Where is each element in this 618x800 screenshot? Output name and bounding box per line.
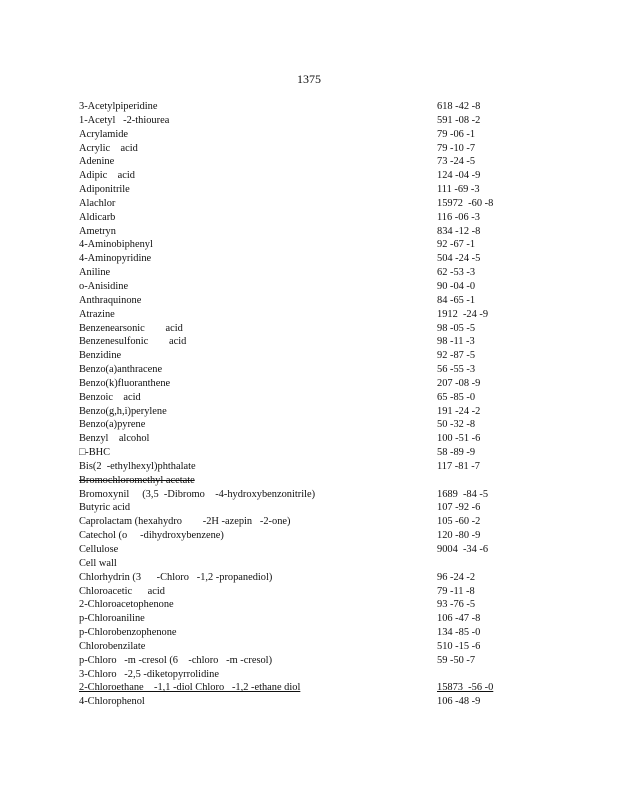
list-item <box>79 322 499 336</box>
cas-number: 618 -42 -8 <box>437 101 481 112</box>
chemical-name: Adiponitrile <box>79 184 130 196</box>
chemical-name: Adenine <box>79 156 115 168</box>
chemical-name: 4-Chlorophenol <box>79 696 145 708</box>
chemical-name: Benzo(a)pyrene <box>79 419 146 431</box>
cas-number: 96 -24 -2 <box>437 571 476 583</box>
list-item <box>79 349 499 363</box>
chemical-name: Benzoic acid <box>79 391 141 403</box>
cas-number: 92 -87 -5 <box>437 350 476 362</box>
cas-number: 79 -11 -8 <box>437 585 475 597</box>
list-item <box>79 128 499 142</box>
chemical-name: Aniline <box>79 267 111 279</box>
list-item <box>79 529 499 543</box>
cas-number: 124 -04 -9 <box>437 170 481 182</box>
list-item <box>79 432 499 446</box>
chemical-name: Ametryn <box>79 225 116 237</box>
cas-number: 73 -24 -5 <box>437 156 476 168</box>
chemical-name: o-Anisidine <box>79 280 129 292</box>
list-item <box>79 460 499 474</box>
list-item <box>79 543 499 557</box>
cas-number: 90 -04 -0 <box>437 280 476 292</box>
cas-number: 1689 -84 -5 <box>437 488 489 500</box>
chemical-name: Benzo(k)fluoranthene <box>79 377 171 389</box>
list-item <box>79 640 499 654</box>
chemical-name: Alachlor <box>79 197 116 209</box>
chemical-name: Benzenesulfonic acid <box>79 336 187 348</box>
chemical-name: Chlorobenzilate <box>79 640 146 652</box>
list-item <box>79 654 499 668</box>
list-item <box>79 612 499 626</box>
list-item <box>79 252 499 266</box>
cas-number: 510 -15 -6 <box>437 640 481 652</box>
cas-number: 106 -48 -9 <box>437 696 481 708</box>
cas-number: 116 -06 -3 <box>437 211 480 223</box>
cas-number: 59 -50 -7 <box>437 654 476 666</box>
chemical-name: Bromochloromethyl acetate <box>79 474 195 486</box>
chemical-name: 1-Acetyl -2-thiourea <box>79 114 170 126</box>
cas-number: 1912 -24 -9 <box>437 308 489 320</box>
list-item <box>79 405 499 419</box>
cas-number: 207 -08 -9 <box>437 377 481 389</box>
chemical-name: p-Chloro -m -cresol (6 -chloro -m -cresol) <box>79 654 273 666</box>
chemical-name: Cellulose <box>79 544 119 555</box>
cas-number: 92 -67 -1 <box>437 239 476 251</box>
cas-number: 120 -80 -9 <box>437 530 481 542</box>
cas-number: 58 -89 -9 <box>437 447 476 459</box>
list-item <box>79 114 499 128</box>
chemical-name: Acrylamide <box>79 128 129 140</box>
cas-number: 50 -32 -8 <box>437 419 476 431</box>
cas-number: 100 -51 -6 <box>437 433 481 445</box>
list-item <box>79 391 499 405</box>
list-item <box>79 294 499 308</box>
chemical-name: Catechol (o -dihydroxybenzene) <box>79 530 224 542</box>
list-item <box>79 557 499 571</box>
cas-number: 117 -81 -7 <box>437 460 480 472</box>
list-item <box>79 100 499 114</box>
list-item <box>79 571 499 585</box>
list-item <box>79 585 499 599</box>
list-item <box>79 335 499 349</box>
chemical-name: Adipic acid <box>79 170 135 182</box>
list-item <box>79 280 499 294</box>
list-item <box>79 266 499 280</box>
cas-number: 98 -05 -5 <box>437 322 476 334</box>
list-item <box>79 446 499 460</box>
chemical-name: Benzyl alcohol <box>79 433 150 445</box>
cas-number: 79 -06 -1 <box>437 128 476 140</box>
cas-number: 56 -55 -3 <box>437 364 476 376</box>
chemical-name: p-Chlorobenzophenone <box>79 627 177 639</box>
chemical-name: Benzo(a)anthracene <box>79 364 163 376</box>
chemical-name: Bis(2 -ethylhexyl)phthalate <box>79 460 196 472</box>
chemical-name: Caprolactam (hexahydro -2H -azepin -2-one) <box>79 516 291 528</box>
list-item <box>79 668 499 682</box>
chemical-name: Chloroacetic acid <box>79 585 165 597</box>
list-item <box>79 169 499 183</box>
chemical-name: Atrazine <box>79 308 115 320</box>
list-item <box>79 155 499 169</box>
list-item <box>79 183 499 197</box>
cas-number: 111 -69 -3 <box>437 184 480 196</box>
chemical-name: 4-Aminopyridine <box>79 253 152 265</box>
cas-number: 15873 -56 -0 <box>437 682 494 694</box>
chemical-name: Acrylic acid <box>79 142 138 154</box>
chemical-name: Chlorhydrin (3 -Chloro -1,2 -propanediol) <box>79 571 273 583</box>
chemical-name: Aldicarb <box>79 211 116 223</box>
list-item <box>79 474 499 488</box>
cas-number: 134 -85 -0 <box>437 627 481 639</box>
list-item <box>79 501 499 515</box>
cas-number: 591 -08 -2 <box>437 114 481 126</box>
chemical-name: 4-Aminobiphenyl <box>79 239 153 251</box>
cas-number: 105 -60 -2 <box>437 516 481 528</box>
chemical-name: 3-Chloro -2,5 -diketopyrrolidine <box>79 668 219 680</box>
list-item <box>79 197 499 211</box>
cas-number: 106 -47 -8 <box>437 613 481 625</box>
list-item <box>79 626 499 640</box>
list-item <box>79 211 499 225</box>
list-item <box>79 418 499 432</box>
cas-number: 84 -65 -1 <box>437 294 476 306</box>
list-item <box>79 488 499 502</box>
chemical-list <box>79 100 499 709</box>
cas-number: 834 -12 -8 <box>437 225 481 237</box>
chemical-name: 2-Chloroethane -1,1 -diol Chloro -1,2 -ethane diol <box>79 682 301 694</box>
chemical-name: Cell wall <box>79 557 117 569</box>
page-number: 1375 <box>297 72 321 86</box>
cas-number: 107 -92 -6 <box>437 502 481 514</box>
list-item <box>79 363 499 377</box>
chemical-name: □-BHC <box>79 447 111 459</box>
cas-number: 504 -24 -5 <box>437 253 481 265</box>
list-item <box>79 598 499 612</box>
chemical-name: p-Chloroaniline <box>79 613 145 625</box>
list-item <box>79 308 499 322</box>
cas-number: 62 -53 -3 <box>437 267 476 279</box>
list-item <box>79 515 499 529</box>
list-item <box>79 695 499 709</box>
cas-number: 98 -11 -3 <box>437 336 475 348</box>
list-item <box>79 681 499 695</box>
cas-number: 191 -24 -2 <box>437 405 481 417</box>
chemical-name: Bromoxynil (3,5 -Dibromo -4-hydroxybenzonitrile) <box>79 488 316 500</box>
chemical-name: 3-Acetylpiperidine <box>79 101 158 112</box>
cas-number: 93 -76 -5 <box>437 599 476 611</box>
chemical-name: Butyric acid <box>79 502 131 514</box>
cas-number: 65 -85 -0 <box>437 391 476 403</box>
cas-number: 9004 -34 -6 <box>437 544 489 555</box>
list-item <box>79 238 499 252</box>
list-item <box>79 225 499 239</box>
chemical-name: 2-Chloroacetophenone <box>79 599 174 611</box>
list-item <box>79 377 499 391</box>
chemical-name: Benzidine <box>79 350 122 362</box>
chemical-name: Anthraquinone <box>79 294 142 306</box>
cas-number: 79 -10 -7 <box>437 142 476 154</box>
chemical-name: Benzo(g,h,i)perylene <box>79 405 167 417</box>
chemical-name: Benzenearsonic acid <box>79 322 183 334</box>
list-item <box>79 142 499 156</box>
cas-number: 15972 -60 -8 <box>437 197 494 209</box>
